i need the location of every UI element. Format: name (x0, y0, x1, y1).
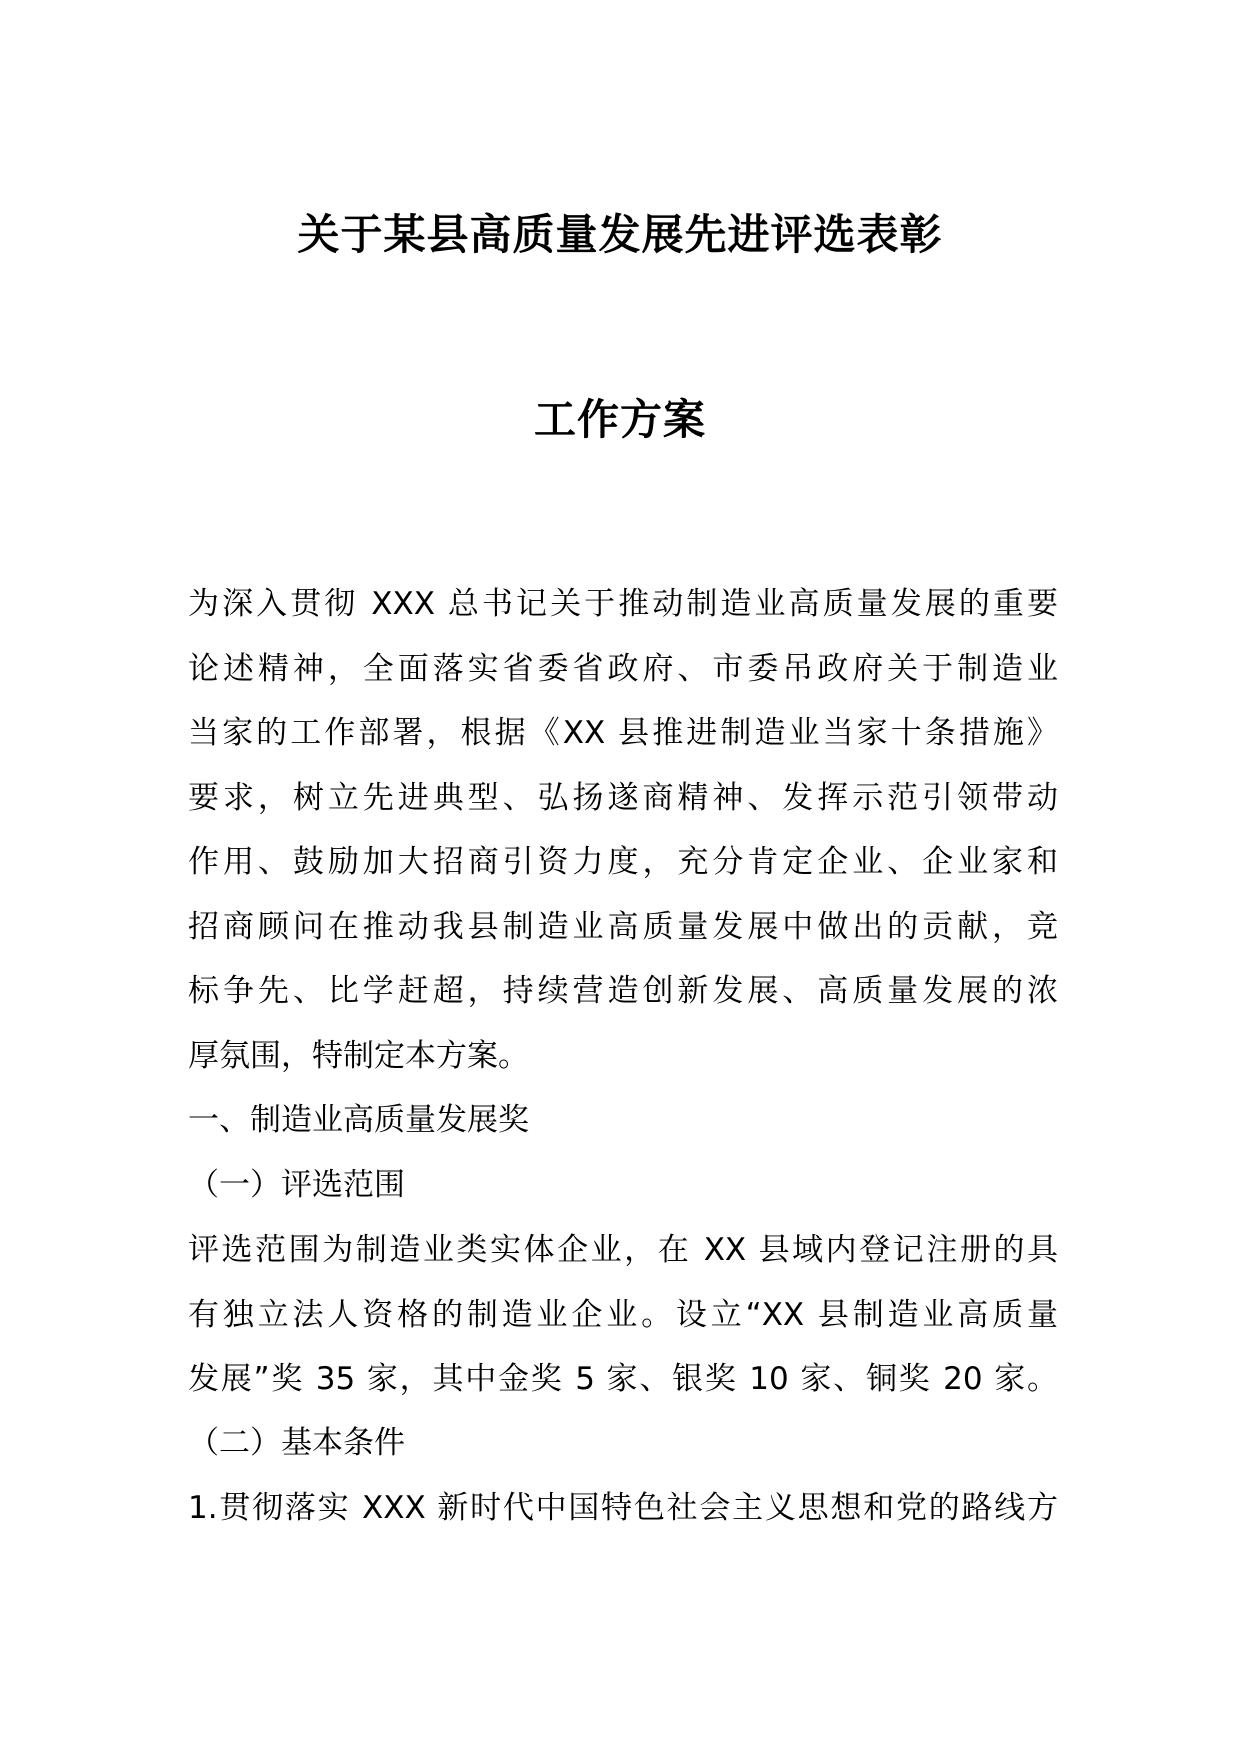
subsection-1-line: 发展”奖 35 家，其中金奖 5 家、银奖 10 家、铜奖 20 家。 (188, 1361, 1058, 1397)
document-title-line-2: 工作方案 (533, 395, 706, 444)
intro-line: 为深入贯彻 XXX 总书记关于推动制造业高质量发展的重要 (188, 586, 1058, 622)
intro-line: 标争先、比学赶超，持续营造创新发展、高质量发展的浓 (188, 973, 1058, 1009)
intro-line: 厚氛围，特制定本方案。 (188, 1037, 529, 1074)
intro-line: 作用、鼓励加大招商引资力度，充分肯定企业、企业家和 (188, 844, 1058, 880)
condition-item-1 (188, 1476, 1058, 1541)
subsection-1-heading (188, 1153, 1058, 1218)
subsection-1-line: 评选范围为制造业类实体企业，在 XX 县域内登记注册的具 (188, 1232, 1058, 1268)
condition-item-1-line: 1.贯彻落实 XXX 新时代中国特色社会主义思想和党的路线方 (188, 1490, 1058, 1526)
intro-line: 要求，树立先进典型、弘扬遂商精神、发挥示范引领带动 (188, 779, 1058, 816)
subsection-1-heading-text: （一）评选范围 (188, 1167, 405, 1203)
subsection-1-paragraph (188, 1218, 1058, 1412)
subsection-2-heading-text: （二）基本条件 (188, 1425, 405, 1461)
subsection-1-line: 有独立法人资格的制造业企业。设立“XX 县制造业高质量 (188, 1296, 1058, 1333)
subsection-2-heading (188, 1411, 1058, 1476)
intro-line: 招商顾问在推动我县制造业高质量发展中做出的贡献，竞 (188, 908, 1058, 945)
section-1-heading-text: 一、制造业高质量发展奖 (188, 1102, 529, 1138)
document-title-line-1: 关于某县高质量发展先进评选表彰 (297, 210, 943, 259)
section-1-heading (188, 1088, 1058, 1153)
intro-line: 当家的工作部署，根据《XX 县推进制造业当家十条措施》 (188, 715, 1058, 751)
intro-paragraph (188, 572, 1058, 1088)
intro-line: 论述精神，全面落实省委省政府、市委吊政府关于制造业 (188, 650, 1058, 687)
